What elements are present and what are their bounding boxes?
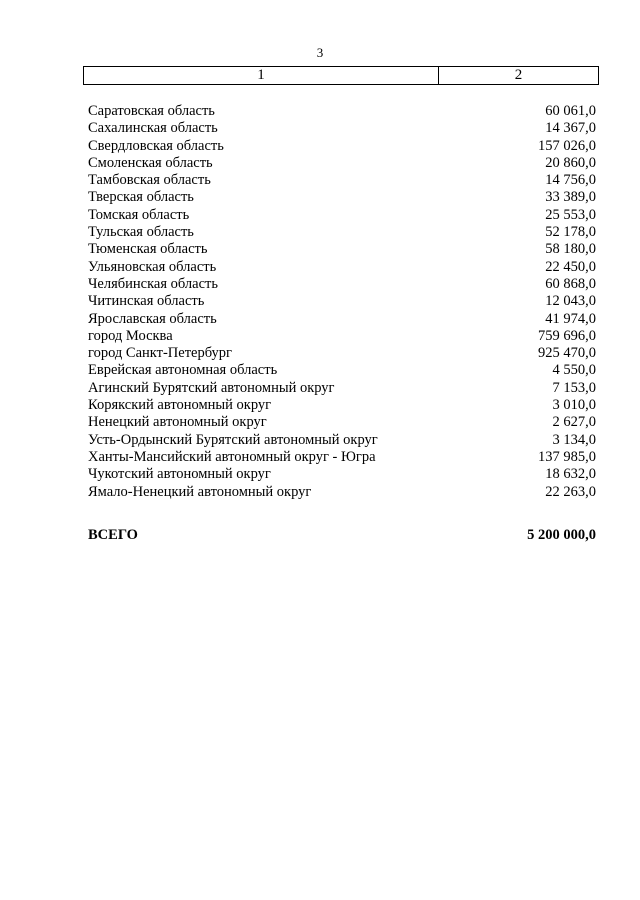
- column-header-1: 1: [84, 67, 439, 84]
- page-number: 3: [316, 45, 324, 60]
- region-value: 3 134,0: [552, 431, 596, 448]
- column-header-2: 2: [514, 67, 523, 83]
- total-value: 5 200 000,0: [527, 527, 596, 543]
- list-item: [88, 414, 596, 431]
- list-item: [88, 224, 596, 241]
- region-value: 157 026,0: [538, 137, 596, 154]
- list-item: [88, 484, 596, 501]
- region-name: Читинская область: [88, 293, 205, 310]
- region-value: 52 178,0: [545, 224, 596, 241]
- region-name: город Санкт-Петербург: [88, 345, 233, 362]
- region-value: 20 860,0: [545, 154, 596, 171]
- region-name: Ярославская область: [88, 310, 217, 327]
- region-name: Ямало-Ненецкий автономный округ: [88, 483, 312, 500]
- region-value: 25 553,0: [545, 206, 596, 223]
- region-value: 4 550,0: [552, 362, 596, 379]
- region-value: 7 153,0: [552, 379, 596, 396]
- region-value: 18 632,0: [545, 466, 596, 483]
- region-value: 58 180,0: [545, 241, 596, 258]
- list-item: [88, 466, 596, 483]
- region-name: город Москва: [88, 327, 173, 344]
- list-item: [88, 311, 596, 328]
- region-name: Томская область: [88, 206, 190, 223]
- list-item: [88, 380, 596, 397]
- region-value: 60 061,0: [545, 103, 596, 119]
- total-label: ВСЕГО: [88, 527, 138, 543]
- region-name: Усть-Ордынский Бурятский автономный округ: [88, 431, 378, 448]
- region-name: Саратовская область: [88, 103, 215, 119]
- region-name: Чукотский автономный округ: [88, 466, 271, 483]
- region-value: 33 389,0: [545, 189, 596, 206]
- list-item: [88, 155, 596, 172]
- list-item: [88, 172, 596, 189]
- region-name: Ханты-Мансийский автономный округ - Югра: [88, 448, 376, 465]
- list-item: [88, 207, 596, 224]
- list-item: [88, 138, 596, 155]
- region-name: Ульяновская область: [88, 258, 217, 275]
- list-item: [88, 432, 596, 449]
- region-value: 22 263,0: [545, 483, 596, 500]
- region-name: Тверская область: [88, 189, 194, 206]
- region-value: 14 756,0: [545, 172, 596, 189]
- list-item: [88, 120, 596, 137]
- list-item: [88, 276, 596, 293]
- region-value: 41 974,0: [545, 310, 596, 327]
- region-name: Тамбовская область: [88, 172, 211, 189]
- region-name: Свердловская область: [88, 137, 224, 154]
- region-value: 137 985,0: [538, 448, 596, 465]
- region-name: Тюменская область: [88, 241, 208, 258]
- list-item: [88, 259, 596, 276]
- region-value: 925 470,0: [538, 345, 596, 362]
- region-name: Ненецкий автономный округ: [88, 414, 267, 431]
- table-header: [83, 66, 599, 85]
- region-name: Еврейская автономная область: [88, 362, 278, 379]
- region-value: 759 696,0: [538, 327, 596, 344]
- region-name: Тульская область: [88, 224, 194, 241]
- region-name: Агинский Бурятский автономный округ: [88, 379, 335, 396]
- list-item: [88, 293, 596, 310]
- list-item: [88, 362, 596, 379]
- region-name: Челябинская область: [88, 275, 218, 292]
- list-item: [88, 241, 596, 258]
- region-value: 3 010,0: [552, 397, 596, 414]
- region-name: Смоленская область: [88, 154, 213, 171]
- region-value: 22 450,0: [545, 258, 596, 275]
- region-value: 12 043,0: [545, 293, 596, 310]
- region-name: Сахалинская область: [88, 120, 218, 137]
- list-item: [88, 103, 596, 120]
- list-item: [88, 328, 596, 345]
- list-item: [88, 449, 596, 466]
- list-item: [88, 345, 596, 362]
- region-value: 14 367,0: [545, 120, 596, 137]
- region-value: 2 627,0: [552, 414, 596, 431]
- region-value: 60 868,0: [545, 275, 596, 292]
- region-name: Корякский автономный округ: [88, 397, 272, 414]
- list-item: [88, 189, 596, 206]
- list-item: [88, 397, 596, 414]
- total-row: [88, 527, 596, 544]
- region-list: [88, 103, 596, 501]
